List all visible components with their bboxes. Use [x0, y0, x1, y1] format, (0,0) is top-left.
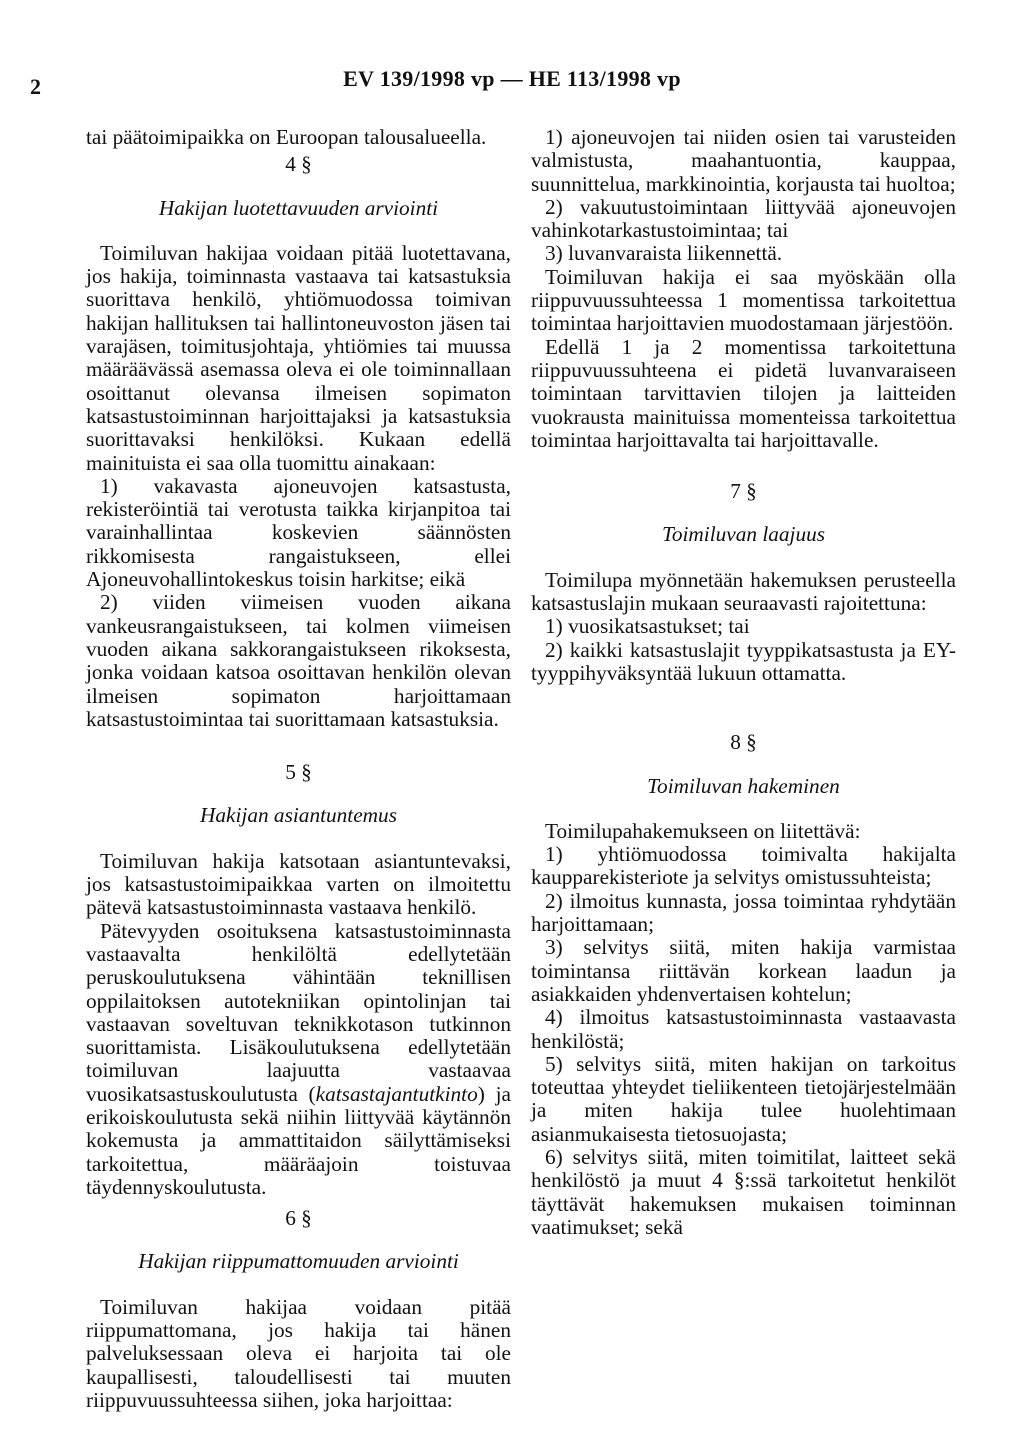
running-head: EV 139/1998 vp — HE 113/1998 vp: [343, 66, 681, 91]
section-5-paragraph-2: [86, 920, 511, 1200]
section-7-title: Toimiluvan laajuus: [661, 522, 826, 547]
section-4-paragraph-1: Toimiluvan hakijaa voidaan pitää luotettavana, jos hakija, toiminnasta vastaava tai katsastuksia suorittava henkilö, yhtiömuodossa toimivan hakijan hallituksen tai hallintoneuvoston jäsen tai varajäsen, toimitusjohtaja, yhtiömies tai muussa määräävässä asemassa oleva ei ole toiminnallaan osoittanut olevansa ilmeisen sopimaton katsastustoiminnan harjoittajaksi ja katsastuksia suorittavaksi henkilöksi. Kukaan edellä mainituista ei saa olla tuomittu ainakaan:: [86, 240, 511, 475]
section-8-number: 8 §: [730, 730, 757, 755]
section-5-p2-text-a: Pätevyyden osoituksena katsastustoiminnasta vastaavalta henkilöltä edellytetään peruskoulutuksena vähintään teknillisen oppilaitoksen autotekniikan opintolinjan tai vastaavan soveltuvan teknikkotason tutkinnon suorittamista. Lisäkoulutuksena edellytetään toimiluvan laajuutta vastaavaa vuosikatsastuskoulutusta (: [86, 918, 511, 1106]
section-6-item-3: 3) luvanvaraista liikennettä.: [545, 241, 783, 266]
section-5-p2-italic: katsastajantutkinto: [315, 1081, 478, 1106]
section-5-title: Hakijan asiantuntemus: [200, 803, 397, 828]
section-4-item-2: 2) viiden viimeisen vuoden aikana vankeusrangaistukseen, tai kolmen viimeisen vuoden aikana sakkorangaistukseen rikoksesta, jonka voidaan katsoa osoittavan henkilön olevan ilmeisen sopimaton harjoittamaan katsastustoimintaa tai suorittamaan katsastuksia.: [86, 590, 511, 731]
section-6-title: Hakijan riippumattomuuden arviointi: [138, 1249, 459, 1274]
section-8-title: Toimiluvan hakeminen: [647, 773, 840, 798]
section-8-item-5: 5) selvitys siitä, miten hakijan on tarkoitus toteuttaa yhteydet tieliikenteen tietojärjestelmään ja miten hakija tulee huolehtimaan asianmukaisesta tietosuojasta;: [531, 1051, 956, 1146]
right-column: [531, 126, 956, 1239]
section-8-item-6: 6) selvitys siitä, miten toimitilat, laitteet sekä henkilöstö ja muut 4 §:ssä tarkoitetut henkilöt täyttävät hakemuksen mukaisen toiminnan vaatimukset; sekä: [531, 1144, 956, 1239]
section-8-paragraph-1: Toimilupahakemukseen on liitettävä:: [545, 818, 861, 843]
section-8-item-2: 2) ilmoitus kunnasta, jossa toimintaa ryhdytään harjoittamaan;: [531, 888, 956, 937]
section-5-p2-text-b: ) ja erikoiskoulutusta sekä niihin liittyvää käytännön kokemusta ja ammattitaidon säilyttämiseksi tarkoitettua, määräajoin toistuvaa täydennyskoulutusta.: [86, 1081, 511, 1199]
section-8-item-1: 1) yhtiömuodossa toimivalta hakijalta kaupparekisteriote ja selvitys omistussuhteista;: [531, 842, 956, 890]
section-6-paragraph-2: Toimiluvan hakija ei saa myöskään olla riippuvuussuhteessa 1 momentissa tarkoitettua toimintaa harjoittavien muodostamaan järjestöön.: [531, 264, 956, 336]
section-4-title: Hakijan luotettavuuden arviointi: [158, 195, 439, 220]
section-7-number: 7 §: [730, 479, 757, 504]
section-7-item-1: 1) vuosikatsastukset; tai: [545, 614, 750, 639]
section-8-item-3: 3) selvitys siitä, miten hakija varmistaa toimintansa riittävän korkean laadun ja asiakkaiden yhdenvertaisen kohtelun;: [531, 935, 956, 1006]
section-7-paragraph-1: Toimilupa myönnetään hakemuksen perusteella katsastuslajin mukaan seuraavasti rajoitettuna:: [531, 567, 956, 616]
section-4-item-1: 1) vakavasta ajoneuvojen katsastusta, rekisteröintiä tai verotusta taikka kirjanpitoa tai varainhallintaa koskevien säännösten rikkomisesta rangaistukseen, ellei Ajoneuvohallintokeskus toisin harkitse; eikä: [86, 473, 511, 592]
section-6-number: 6 §: [285, 1206, 312, 1231]
section-6-item-2: 2) vakuutustoimintaan liittyvää ajoneuvojen vahinkotarkastustoimintaa; tai: [531, 194, 956, 243]
section-6-paragraph-3: Edellä 1 ja 2 momentissa tarkoitettuna riippuvuussuhteena ei pidetä luvanvaraiseen toimintaan tarvittavien tilojen ja laitteiden vuokrausta mainituissa momenteissa tarkoitettua toimintaa harjoittavalta tai harjoittavalle.: [531, 334, 956, 452]
intro-paragraph: tai päätoimipaikka on Euroopan talousalueella.: [86, 125, 487, 149]
left-column: [86, 126, 511, 1412]
section-6-item-1: 1) ajoneuvojen tai niiden osien tai varusteiden valmistusta, maahantuontia, kauppaa, suunnittelua, markkinointia, korjausta tai huoltoa;: [531, 125, 956, 196]
page-number: 2: [30, 74, 41, 99]
section-5-number: 5 §: [285, 760, 312, 785]
section-4-number: 4 §: [285, 152, 312, 177]
section-6-paragraph-1: Toimiluvan hakijaa voidaan pitää riippumattomana, jos hakija tai hänen palveluksessaan oleva ei harjoita tai ole kaupallisesti, taloudellisesti tai muuten riippuvuussuhteessa siihen, joka harjoittaa:: [86, 1294, 511, 1412]
section-5-paragraph-1: Toimiluvan hakija katsotaan asiantuntevaksi, jos katsastustoimipaikkaa varten on ilmoitettu pätevä katsastustoiminnasta vastaava henkilö.: [86, 848, 511, 920]
section-8-item-4: 4) ilmoitus katsastustoiminnasta vastaavasta henkilöstä;: [531, 1005, 956, 1053]
section-7-item-2: 2) kaikki katsastuslajit tyyppikatsastusta ja EY-tyyppihyväksyntää lukuun ottamatta.: [531, 637, 956, 685]
